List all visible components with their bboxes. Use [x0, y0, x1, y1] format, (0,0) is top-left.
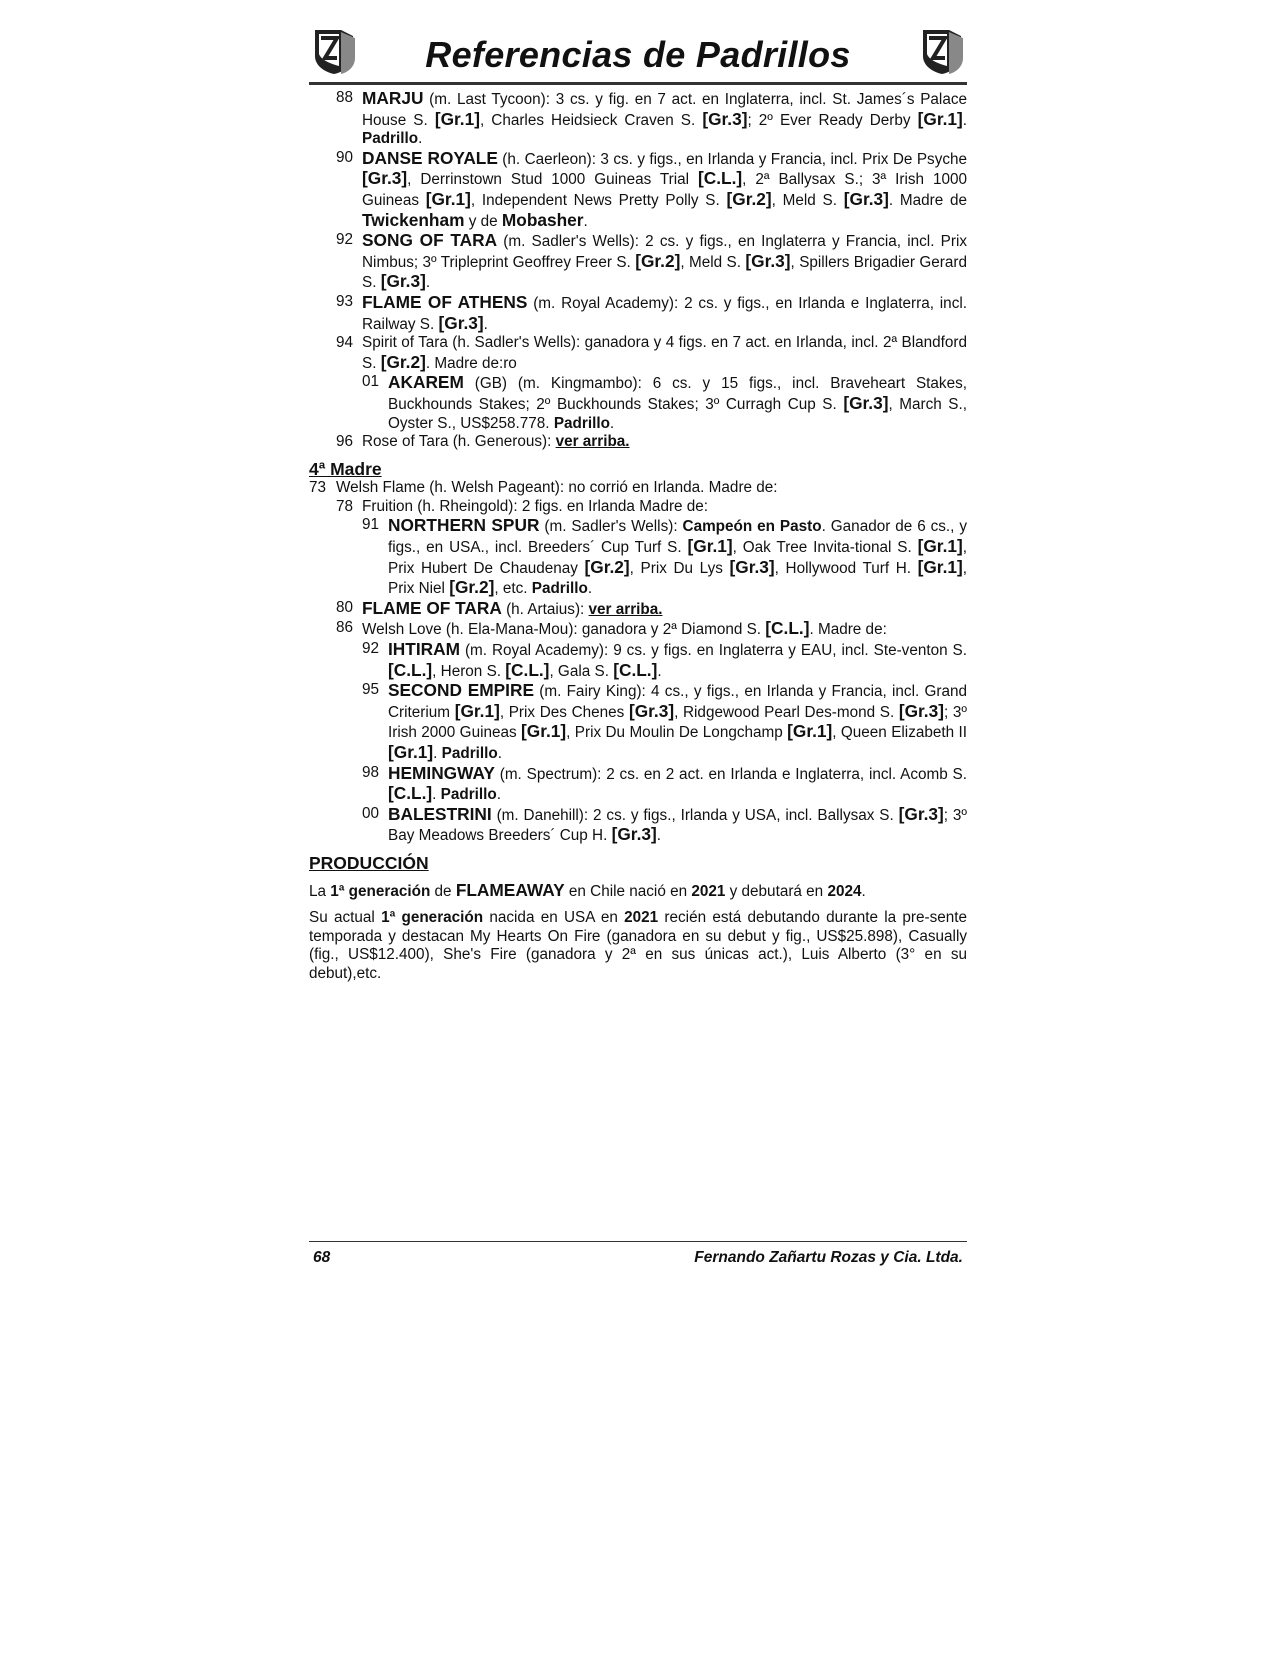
pedigree-entry: [336, 231, 967, 293]
document-page: [309, 22, 967, 984]
pedigree-entry: [309, 479, 967, 498]
text-run: , Prix Niel: [388, 559, 967, 598]
text-run: Rose of Tara (h. Generous):: [362, 433, 556, 451]
entry-year: 90: [336, 148, 354, 166]
horse-name: HEMINGWAY: [388, 762, 495, 783]
pedigree-entry: [362, 516, 967, 598]
pedigree-content: [309, 89, 967, 984]
page-header: [309, 22, 967, 85]
text-run: .: [425, 274, 431, 292]
text-run: , Prix Du Lys: [629, 559, 730, 577]
text-run: , Meld S.: [771, 191, 844, 209]
text-run: (h. Caerleon): 3 cs. y figs., en Irlanda y Francia, incl. Prix De Psyche: [497, 150, 968, 168]
race-grade: [Gr.3]: [843, 188, 889, 209]
race-grade: [Gr.2]: [380, 351, 426, 372]
text-run: (m. Fairy King): 4 cs., y figs., en Irlanda y Francia, incl. Grand Criterium: [388, 683, 967, 721]
bold-text: Padrillo: [441, 745, 498, 762]
text-run: .: [432, 786, 441, 804]
welsh-love-progeny: [309, 640, 967, 846]
fourth-dam-heading: 4ª Madre: [309, 458, 382, 479]
race-grade: [Gr.1]: [917, 556, 963, 577]
text-run: , Meld S.: [680, 253, 746, 271]
pedigree-entry: [336, 599, 967, 620]
race-grade: [Gr.3]: [628, 700, 675, 721]
entry-year: 00: [362, 804, 380, 822]
entry-year: 73: [309, 479, 327, 497]
text-run: Spirit of Tara (h. Sadler's Wells): ganadora y 4 figs. en 7 act. en Irlanda, incl. 2ª Blandford S.: [362, 334, 967, 372]
text-run: .: [433, 745, 442, 762]
horse-name: FLAME OF ATHENS: [362, 291, 528, 312]
text-run: en Chile nació en: [564, 882, 692, 900]
horse-name: AKAREM: [388, 372, 464, 393]
text-run: de: [430, 882, 456, 900]
pedigree-entry: [336, 149, 967, 231]
text-run: ; 3º Irish 2000 Guineas: [388, 703, 967, 742]
text-run: .: [583, 212, 588, 230]
text-run: , 2ª Ballysax S.; 3ª Irish 1000 Guineas: [362, 171, 967, 209]
bold-text: Padrillo: [553, 414, 610, 432]
text-run: ; 2º Ever Ready Derby: [747, 111, 918, 129]
text-run: (m. Last Tycoon): 3 cs. y fig. en 7 act. en Inglaterra, incl. St. James´s Palace House S.: [362, 91, 967, 129]
race-grade: [Gr.1]: [787, 721, 833, 742]
pedigree-entry: [362, 640, 967, 681]
race-grade: [Gr.3]: [729, 556, 775, 577]
cross-reference: ver arriba.: [555, 433, 630, 451]
race-grade: [Gr.2]: [584, 556, 630, 577]
race-grade: [Gr.2]: [449, 577, 495, 598]
text-run: , Ridgewood Pearl Des-mond S.: [674, 703, 899, 721]
text-run: , Derrinstown Stud 1000 Guineas Trial: [407, 171, 699, 189]
text-run: . Madre de: [888, 191, 968, 209]
produccion-paragraph-1: [309, 881, 967, 902]
text-run: , Spillers Brigadier Gerard S.: [362, 253, 967, 292]
bold-text: Padrillo: [440, 786, 497, 804]
text-run: , Charles Heidsieck Craven S.: [479, 111, 703, 129]
text-run: . Madre de:ro: [425, 354, 517, 372]
text-run: , March S., Oyster S., US$258.778.: [388, 395, 967, 432]
horse-name: DANSE ROYALE: [362, 147, 498, 168]
pedigree-entry: [362, 764, 967, 805]
third-dam-progeny: [309, 89, 967, 373]
page-title: Referencias de Padrillos: [425, 34, 851, 75]
bold-text: 1ª generación: [330, 882, 431, 900]
produccion-heading: PRODUCCIÓN: [309, 852, 429, 873]
pedigree-entry: [336, 433, 967, 452]
bold-text: 2021: [691, 882, 726, 900]
text-run: .: [418, 130, 423, 148]
pedigree-entry: [336, 89, 967, 149]
horse-name: Twickenham: [362, 209, 465, 230]
text-run: (m. Sadler's Wells): 2 cs. y figs., en Inglaterra y Francia, incl. Prix Nimbus; 3º Tripleprint Geoffrey Freer S.: [362, 233, 967, 271]
text-run: (h. Artaius):: [501, 600, 589, 618]
horse-name: FLAME OF TARA: [362, 597, 502, 618]
race-grade: [Gr.3]: [745, 250, 791, 271]
text-run: La: [309, 882, 331, 900]
text-run: y debutará en: [725, 882, 828, 900]
race-grade: [C.L.]: [388, 783, 433, 804]
entry-year: 98: [362, 763, 380, 781]
text-run: .: [861, 882, 866, 900]
text-run: , Prix Du Moulin De Longchamp: [566, 724, 788, 742]
race-grade: [C.L.]: [505, 659, 550, 680]
horse-name: NORTHERN SPUR: [388, 515, 540, 536]
horse-name: SECOND EMPIRE: [388, 680, 534, 701]
text-run: .: [483, 315, 488, 333]
pedigree-entry: [336, 334, 967, 373]
text-run: , Queen Elizabeth II: [832, 724, 967, 742]
race-grade: [C.L.]: [613, 659, 658, 680]
fruition-progeny: [309, 516, 967, 598]
text-run: y de: [464, 212, 502, 230]
text-run: Su actual: [309, 909, 382, 927]
bold-text: 2021: [624, 909, 659, 927]
race-grade: [Gr.3]: [898, 803, 944, 824]
race-grade: [Gr.1]: [454, 700, 500, 721]
text-run: nacida en USA en: [483, 909, 625, 927]
text-run: .: [496, 786, 502, 804]
company-name: Fernando Zañartu Rozas y Cia. Ltda.: [694, 1249, 963, 1266]
entry-year: 91: [362, 516, 380, 534]
text-run: .: [962, 111, 968, 129]
race-grade: [Gr.1]: [917, 108, 963, 129]
entry-year: 88: [336, 89, 354, 106]
entry-year: 94: [336, 334, 354, 352]
text-run: .: [657, 662, 662, 680]
horse-name: FLAMEAWAY: [455, 879, 565, 900]
text-run: Welsh Flame (h. Welsh Pageant): no corrió en Irlanda. Madre de:: [336, 479, 778, 497]
text-run: (m. Danehill): 2 cs. y figs., Irlanda y USA, incl. Ballysax S.: [491, 806, 899, 824]
bold-text: Campeón en Pasto: [682, 518, 822, 536]
horse-name: Mobasher: [501, 209, 584, 230]
entry-year: 01: [362, 373, 380, 391]
horse-name: MARJU: [362, 88, 424, 108]
text-run: , Hollywood Turf H.: [774, 559, 918, 577]
text-run: (m. Sadler's Wells):: [539, 518, 683, 536]
race-grade: [Gr.3]: [898, 700, 944, 721]
page-footer: [309, 1241, 967, 1272]
text-run: (m. Royal Academy): 9 cs. y figs. en Inglaterra y EAU, incl. Ste-venton S.: [460, 642, 967, 660]
text-run: , etc.: [494, 580, 532, 598]
entry-year: 95: [362, 681, 380, 699]
race-grade: [Gr.2]: [726, 188, 772, 209]
bold-text: Padrillo: [531, 580, 588, 598]
entry-year: 92: [336, 231, 354, 249]
cross-reference: ver arriba.: [588, 600, 663, 618]
text-run: . Ganador de 6 cs., y figs., en USA., incl. Breeders´ Cup Turf S.: [388, 518, 968, 557]
text-run: .: [656, 827, 661, 845]
text-run: .: [609, 414, 615, 432]
horse-name: SONG OF TARA: [362, 230, 498, 251]
race-grade: [Gr.1]: [917, 536, 963, 557]
bold-text: 1ª generación: [381, 909, 484, 927]
flame-of-tara-entry: [309, 599, 967, 620]
pedigree-entry: [362, 805, 967, 846]
page-number: 68: [313, 1249, 331, 1266]
race-grade: [Gr.1]: [434, 108, 480, 129]
text-run: Welsh Love (h. Ela-Mana-Mou): ganadora y 2ª Diamond S.: [362, 621, 766, 639]
pedigree-entry: [336, 619, 967, 640]
text-run: , Heron S.: [432, 662, 506, 680]
entry-year: 93: [336, 292, 354, 310]
race-grade: [Gr.3]: [843, 392, 889, 413]
entry-year: 80: [336, 598, 354, 616]
horse-name: IHTIRAM: [388, 639, 460, 660]
race-grade: [Gr.1]: [388, 742, 434, 762]
race-grade: [C.L.]: [698, 168, 743, 189]
pedigree-entry: [336, 293, 967, 334]
bold-text: 2024: [827, 882, 862, 900]
entry-year: 86: [336, 619, 354, 637]
text-run: , Oak Tree Invita-tional S.: [732, 539, 918, 557]
race-grade: [Gr.1]: [521, 721, 567, 742]
race-grade: [Gr.2]: [635, 250, 681, 271]
horse-name: BALESTRINI: [388, 803, 492, 824]
pedigree-entry: [362, 373, 967, 433]
pedigree-entry: [362, 681, 967, 763]
race-grade: [C.L.]: [765, 618, 810, 639]
race-grade: [Gr.3]: [380, 271, 426, 292]
welsh-love-entry: [309, 619, 967, 640]
text-run: , Gala S.: [549, 662, 614, 680]
text-run: (m. Spectrum): 2 cs. en 2 act. en Irlanda e Inglaterra, incl. Acomb S.: [494, 765, 967, 783]
text-run: , Prix Des Chenes: [499, 703, 629, 721]
pedigree-entry: [336, 498, 967, 517]
race-grade: [Gr.3]: [438, 312, 484, 333]
entry-year: 78: [336, 497, 354, 515]
race-grade: [C.L.]: [388, 659, 433, 680]
text-run: (m. Royal Academy): 2 cs. y figs., en Irlanda e Inglaterra, incl. Railway S.: [362, 294, 967, 333]
text-run: , Prix Hubert De Chaudenay: [388, 539, 967, 577]
race-grade: [Gr.3]: [702, 108, 748, 129]
text-run: ; 3º Bay Meadows Breeders´ Cup H.: [388, 806, 967, 845]
bold-text: Padrillo: [362, 130, 419, 148]
text-run: .: [497, 745, 502, 762]
rose-of-tara-entry: [309, 433, 967, 452]
fruition-entry: [309, 498, 967, 517]
race-grade: [Gr.3]: [362, 168, 408, 189]
spirit-of-tara-progeny: [309, 373, 967, 433]
race-grade: [Gr.3]: [611, 824, 657, 845]
zr-shield-logo-icon: [919, 26, 965, 76]
text-run: recién está debutando durante la pre-sente temporada y destacan My Hearts On Fire (ganadora en su debut y fig., US$25.898), Casually (fig., US$12.400), She's Fire (ganadora y 2ª en sus únicas act.), Luis Alberto (3° en su debut),etc.: [309, 909, 968, 982]
race-grade: [Gr.1]: [687, 536, 733, 557]
text-run: . Madre de:: [809, 621, 887, 639]
entry-year: 92: [362, 640, 380, 658]
fourth-dam-root: [309, 479, 967, 498]
entry-year: 96: [336, 433, 354, 451]
text-run: (GB) (m. Kingmambo): 6 cs. y 15 figs., incl. Braveheart Stakes, Buckhounds Stakes; 2º Buckhounds Stakes; 3º Curragh Cup S.: [388, 375, 967, 413]
text-run: , Independent News Pretty Polly S.: [470, 191, 727, 209]
race-grade: [Gr.1]: [425, 188, 471, 209]
text-run: Fruition (h. Rheingold): 2 figs. en Irlanda Madre de:: [362, 497, 709, 515]
text-run: .: [587, 580, 593, 598]
produccion-paragraph-2: [309, 909, 967, 983]
